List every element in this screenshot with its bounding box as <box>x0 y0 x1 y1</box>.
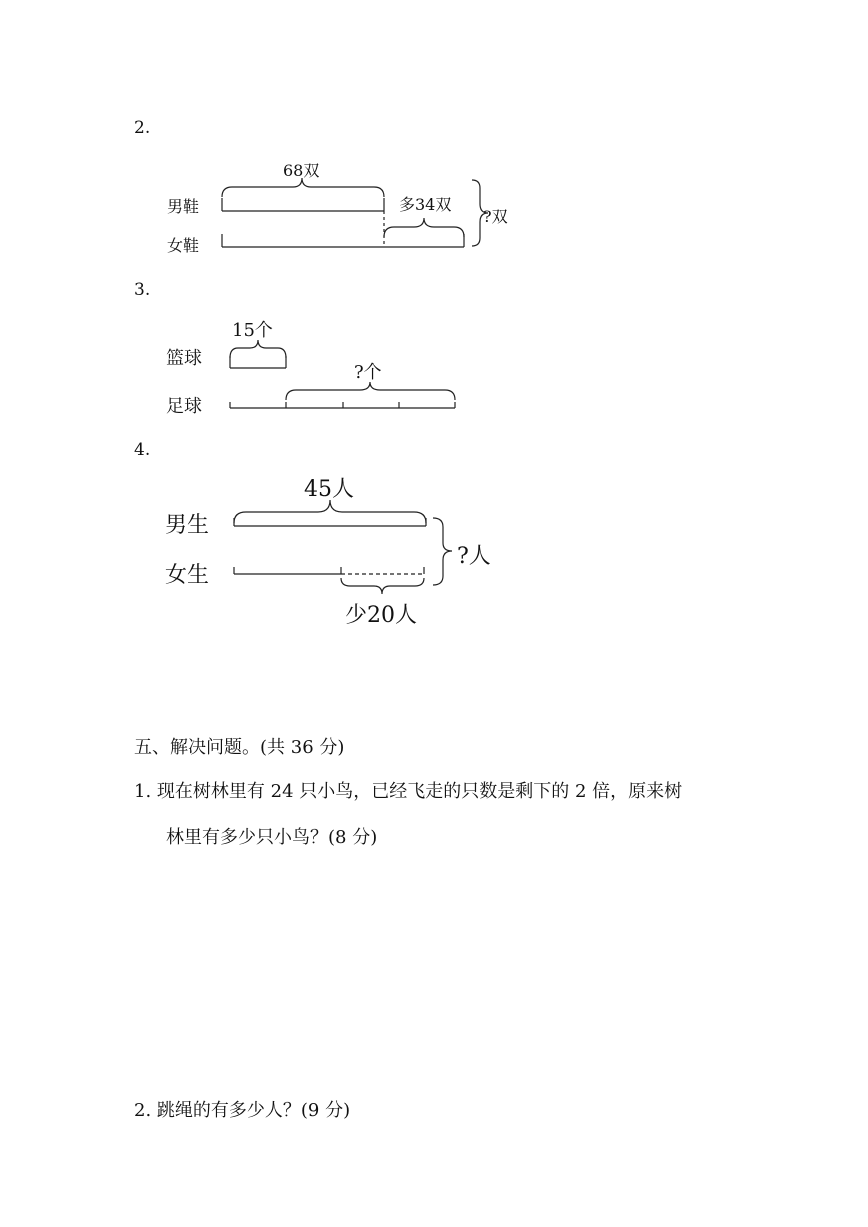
problem-3-number: 3. <box>134 280 151 300</box>
question-1-line-2: 林里有多少只小鸟？(8 分) <box>166 827 378 848</box>
problem-4-total-label: ?人 <box>457 544 491 569</box>
question-1-line-1: 1. 现在树林里有 24 只小鸟，已经飞走的只数是剩下的 2 倍，原来树 <box>134 781 683 802</box>
section-title: 五、解决问题。(共 36 分) <box>134 737 345 758</box>
problem-4-row1-label: 男生 <box>165 513 210 538</box>
problem-4-number: 4. <box>134 440 151 460</box>
question-2-line-1: 2. 跳绳的有多少人？(9 分) <box>134 1100 351 1121</box>
problem-4-row2-label: 女生 <box>165 563 210 588</box>
problem-2-total-label: ?双 <box>483 207 508 226</box>
problem-4-diff-label: 少20人 <box>345 603 417 628</box>
problem-3-bottom-brace-label: ?个 <box>354 362 382 383</box>
problem-2-row2-label: 女鞋 <box>167 236 200 255</box>
problem-2-diff-label: 多34双 <box>399 195 452 214</box>
problem-4-total-brace <box>433 518 452 585</box>
problem-3-row1-label: 篮球 <box>166 348 202 369</box>
problem-2-top-brace-label: 68双 <box>283 161 320 180</box>
problem-4-diff-brace <box>341 578 424 594</box>
problem-4-top-brace <box>234 500 426 523</box>
problem-2-number: 2. <box>134 118 151 138</box>
problem-3-top-brace-label: 15个 <box>232 320 273 341</box>
problem-4-top-brace-label: 45人 <box>304 477 354 502</box>
problem-2-row1-label: 男鞋 <box>167 197 200 216</box>
problem-3-row2-label: 足球 <box>166 396 202 417</box>
